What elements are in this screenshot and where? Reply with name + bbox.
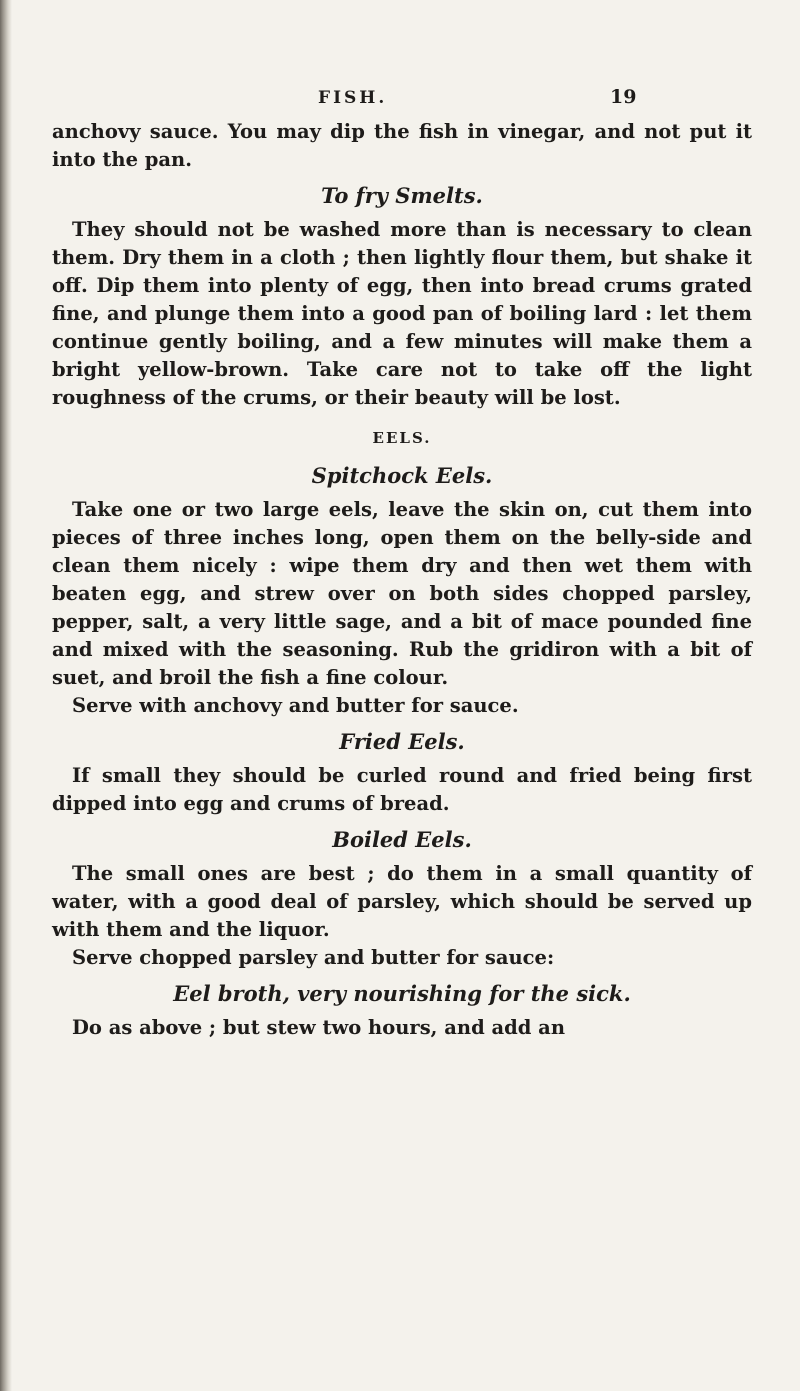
section-heading-eels: EELS. [372,429,432,447]
paragraph-eel-broth: Do as above ; but stew two hours, and add an [72,1016,565,1039]
page-binding-edge [0,0,12,1391]
page-body [52,118,752,1042]
running-header [0,88,800,112]
running-title: FISH. [318,88,388,108]
recipe-title-boiled-eels: Boiled Eels. [332,827,472,852]
paragraph-boiled-serve: Serve chopped parsley and butter for sauce: [72,946,555,969]
paragraph-spitchock-serve: Serve with anchovy and butter for sauce. [72,694,519,717]
paragraph-spitchock-eels: Take one or two large eels, leave the skin on, cut them into pieces of three inches long, open them on the belly-side and clean them nicely : wipe them dry and then wet them with beaten egg, and strew over on both sides chopped parsley, pepper, salt, a very little sage, and a bit of mace pounded fine and mixed with the seasoning. Rub the gridiron with a bit of suet, and broil the fish a fine colour. [52,498,752,689]
paragraph-boiled-eels: The small ones are best ; do them in a small quantity of water, with a good deal of parsley, which should be served up with them and the liquor. [52,862,752,941]
recipe-title-fried-eels: Fried Eels. [339,729,465,754]
paragraph-fry-smelts: They should not be washed more than is necessary to clean them. Dry them in a cloth ; then lightly flour them, but shake it off. Dip them into plenty of egg, then into bread crums grated fine, and plunge them into a good pan of boiling lard : let them continue gently boiling, and a few minutes will make them a bright yellow-brown. Take care not to take off the light roughness of the crums, or their beauty will be lost. [52,218,752,409]
recipe-title-spitchock-eels: Spitchock Eels. [311,463,493,488]
paragraph-fried-eels: If small they should be curled round and fried being first dipped into egg and crums of bread. [52,764,752,815]
page-number: 19 [610,86,637,108]
paragraph-anchovy-sauce: anchovy sauce. You may dip the fish in vinegar, and not put it into the pan. [52,120,752,171]
recipe-title-fry-smelts: To fry Smelts. [321,183,483,208]
recipe-title-eel-broth: Eel broth, very nourishing for the sick. [173,981,631,1006]
